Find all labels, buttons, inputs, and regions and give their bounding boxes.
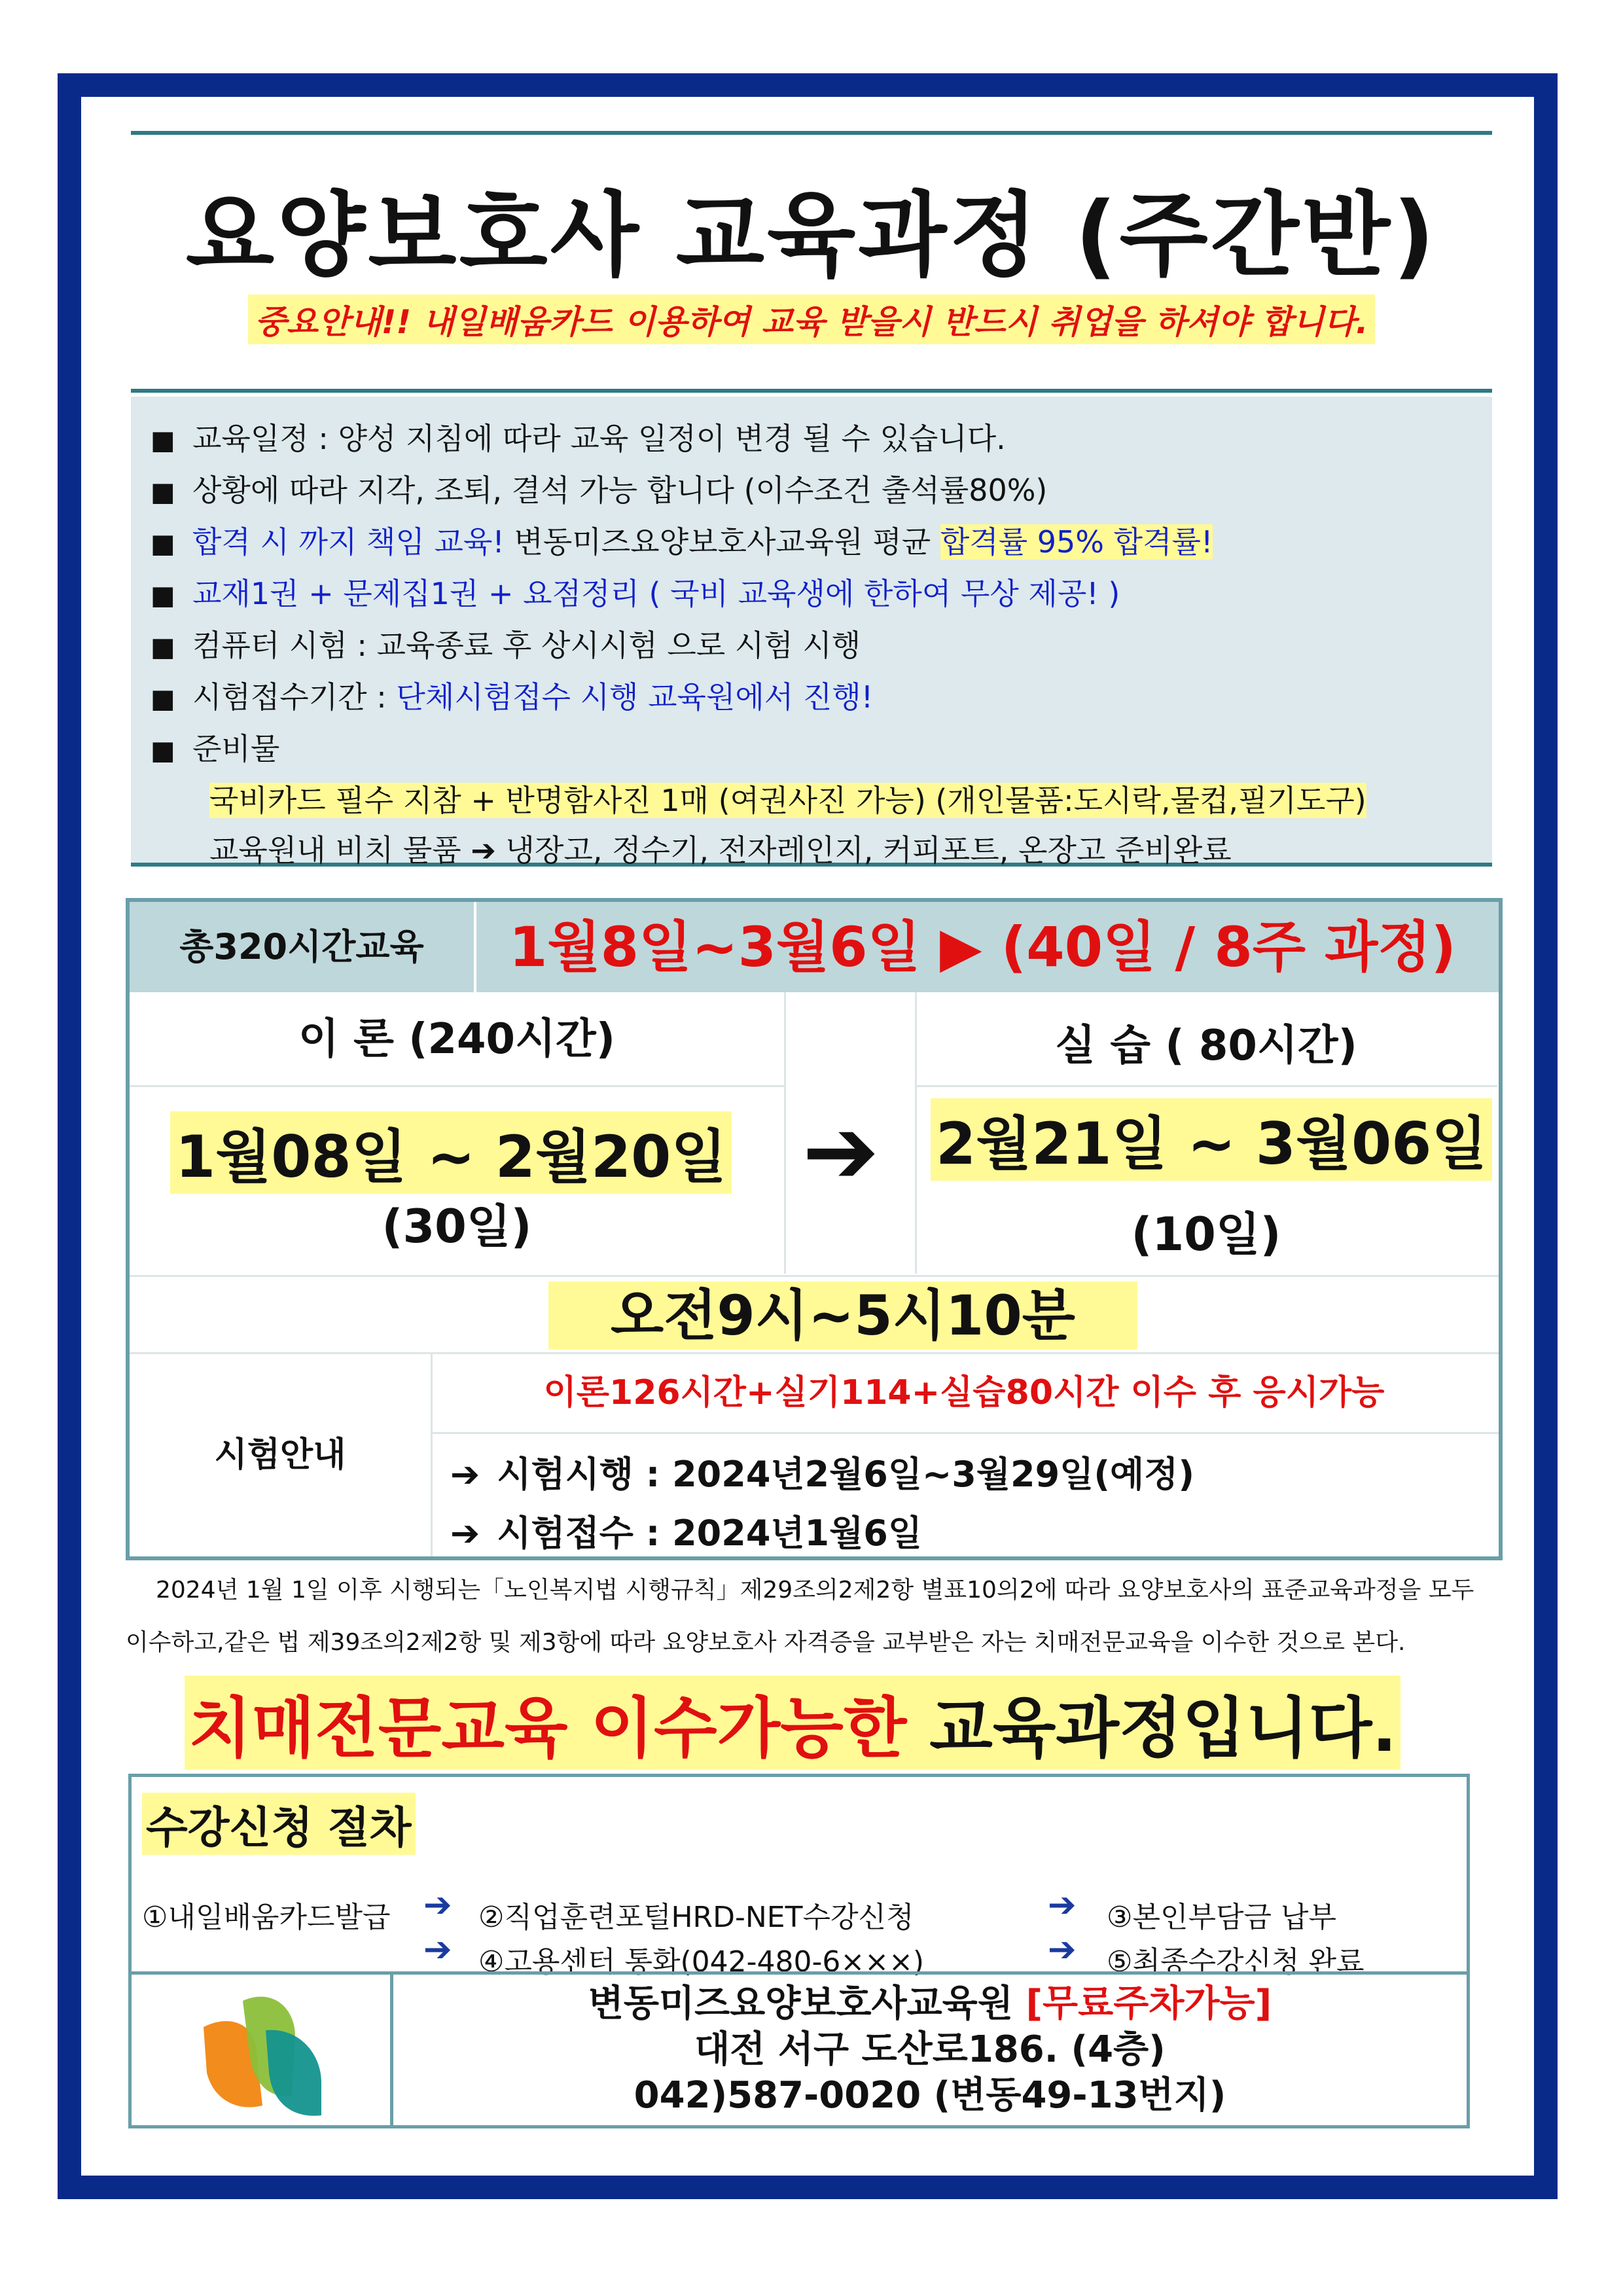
arrow-right-icon: ➔ <box>1048 1930 1077 1969</box>
arrow-right-icon: ➔ <box>450 1454 480 1495</box>
class-time: 오전9시~5시10분 <box>548 1282 1137 1350</box>
header <box>131 131 1492 393</box>
course-period: 1월8일~3월6일 ▶ (40일 / 8주 과정) <box>509 915 1456 979</box>
exam-registration: ➔ 시험접수 : 2024년1월6일 <box>450 1513 923 1554</box>
info-row-schedule: ■ 교육일정 : 양성 지침에 따라 교육 일정이 변경 될 수 있습니다. <box>151 414 1492 465</box>
info-row-exam-registration: ■ 시험접수기간 : 단체시험접수 시행 교육원에서 진행! <box>151 672 1492 724</box>
academy-logo <box>132 1975 393 2125</box>
academy-name: 변동미즈요양보호사교육원 <box>588 1982 1013 2025</box>
important-notice: 중요안내!! 내일배움카드 이용하여 교육 받을시 반드시 취업을 하셔야 합니다. <box>248 295 1374 344</box>
schedule-table <box>126 898 1503 1560</box>
info-supplies-required: 국비카드 필수 지참 + 반명함사진 1매 (여권사진 가능) (개인물품:도시락,물컵,필기도구) <box>209 783 1366 818</box>
info-list <box>131 397 1492 867</box>
arrow-right-icon: ➔ <box>423 1930 452 1969</box>
total-hours: 총320시간교육 <box>130 902 476 992</box>
info-supplies-provided: 교육원내 비치 물품 ➔ 냉장고, 정수기, 전자레인지, 커피포트, 온장고 준비완료 <box>209 833 1232 868</box>
bullet-square: ■ <box>151 581 175 611</box>
free-parking: [무료주차가능] <box>1026 1982 1272 2025</box>
theory-days: (30일) <box>382 1200 532 1253</box>
practice-days: (10일) <box>1131 1208 1281 1261</box>
practice-label: 실 습 ( 80시간) <box>1055 1022 1357 1070</box>
phone-number: 042)587-0020 (변동49-13번지) <box>633 2074 1226 2117</box>
footer-contact <box>128 1971 1470 2128</box>
info-row-attendance: ■ 상황에 따라 지각, 조퇴, 결석 가능 합니다 (이수조건 출석률80%) <box>151 465 1492 517</box>
exam-guide-label: 시험안내 <box>214 1435 346 1475</box>
info-row-computer-test: ■ 컴퓨터 시험 : 교육종료 후 상시시험 으로 시험 시행 <box>151 620 1492 672</box>
arrow-right-icon: ➔ <box>802 1098 880 1205</box>
practice-date-range: 2월21일 ~ 3월06일 <box>931 1098 1492 1181</box>
bullet-square: ■ <box>151 632 175 662</box>
arrow-right-icon: ➔ <box>450 1513 480 1554</box>
info-row-pass-rate: ■ 합격 시 까지 책임 교육! 변동미즈요양보호사교육원 평균 합격률 95% 합격률! <box>151 517 1492 569</box>
step-3: ③본인부담금 납부 <box>1107 1901 1336 1934</box>
dementia-course-tagline: 치매전문교육 이수가능한 교육과정입니다. <box>185 1676 1400 1770</box>
street-address: 대전 서구 도산로186. (4층) <box>694 2028 1166 2071</box>
law-paragraph <box>126 1564 1513 1669</box>
law-line-1: 2024년 1월 1일 이후 시행되는「노인복지법 시행규칙」제29조의2제2항 별표10의2에 따라 요양보호사의 표준교육과정을 모두 <box>156 1577 1474 1604</box>
bullet-square: ■ <box>151 684 175 714</box>
leaf-logo-icon <box>132 1975 393 2125</box>
exam-condition: 이론126시간+실기114+실습80시간 이수 후 응시가능 <box>543 1373 1385 1412</box>
info-row-materials: ■ 교재1권 + 문제집1권 + 요점정리 ( 국비 교육생에 한하여 무상 제공! ) <box>151 569 1492 620</box>
arrow-right-icon: ➔ <box>1048 1886 1077 1925</box>
academy-name-line <box>393 1981 1467 2027</box>
procedure-title: 수강신청 절차 <box>142 1793 416 1855</box>
theory-date-range: 1월08일 ~ 2월20일 <box>170 1111 732 1194</box>
info-row-supplies: ■ 준비물 <box>151 724 1492 776</box>
bullet-square: ■ <box>151 529 175 559</box>
step-1: ①내일배움카드발급 <box>142 1901 391 1934</box>
exam-date: ➔ 시험시행 : 2024년2월6일~3월29일(예정) <box>450 1454 1195 1495</box>
arrow-right-icon: ➔ <box>423 1886 452 1925</box>
step-5: ⑤최종수강신청 완료 <box>1107 1945 1364 1979</box>
step-4: ④고용센터 통화(042-480-6×××) <box>478 1945 925 1979</box>
academy-address <box>393 1981 1467 2119</box>
theory-label: 이 론 (240시간) <box>298 1015 615 1064</box>
law-line-2: 이수하고,같은 법 제39조의2제2항 및 제3항에 따라 요양보호사 자격증을 교부받은 자는 치매전문교육을 이수한 것으로 본다. <box>126 1629 1406 1656</box>
step-2: ②직업훈련포털HRD-NET수강신청 <box>478 1901 914 1934</box>
enrollment-procedure <box>128 1774 1470 1979</box>
page-title: 요양보호사 교육과정 (주간반) <box>185 183 1438 289</box>
bullet-square: ■ <box>151 477 175 507</box>
bullet-square: ■ <box>151 425 175 456</box>
schedule-header <box>130 902 1499 992</box>
bullet-square: ■ <box>151 736 175 766</box>
